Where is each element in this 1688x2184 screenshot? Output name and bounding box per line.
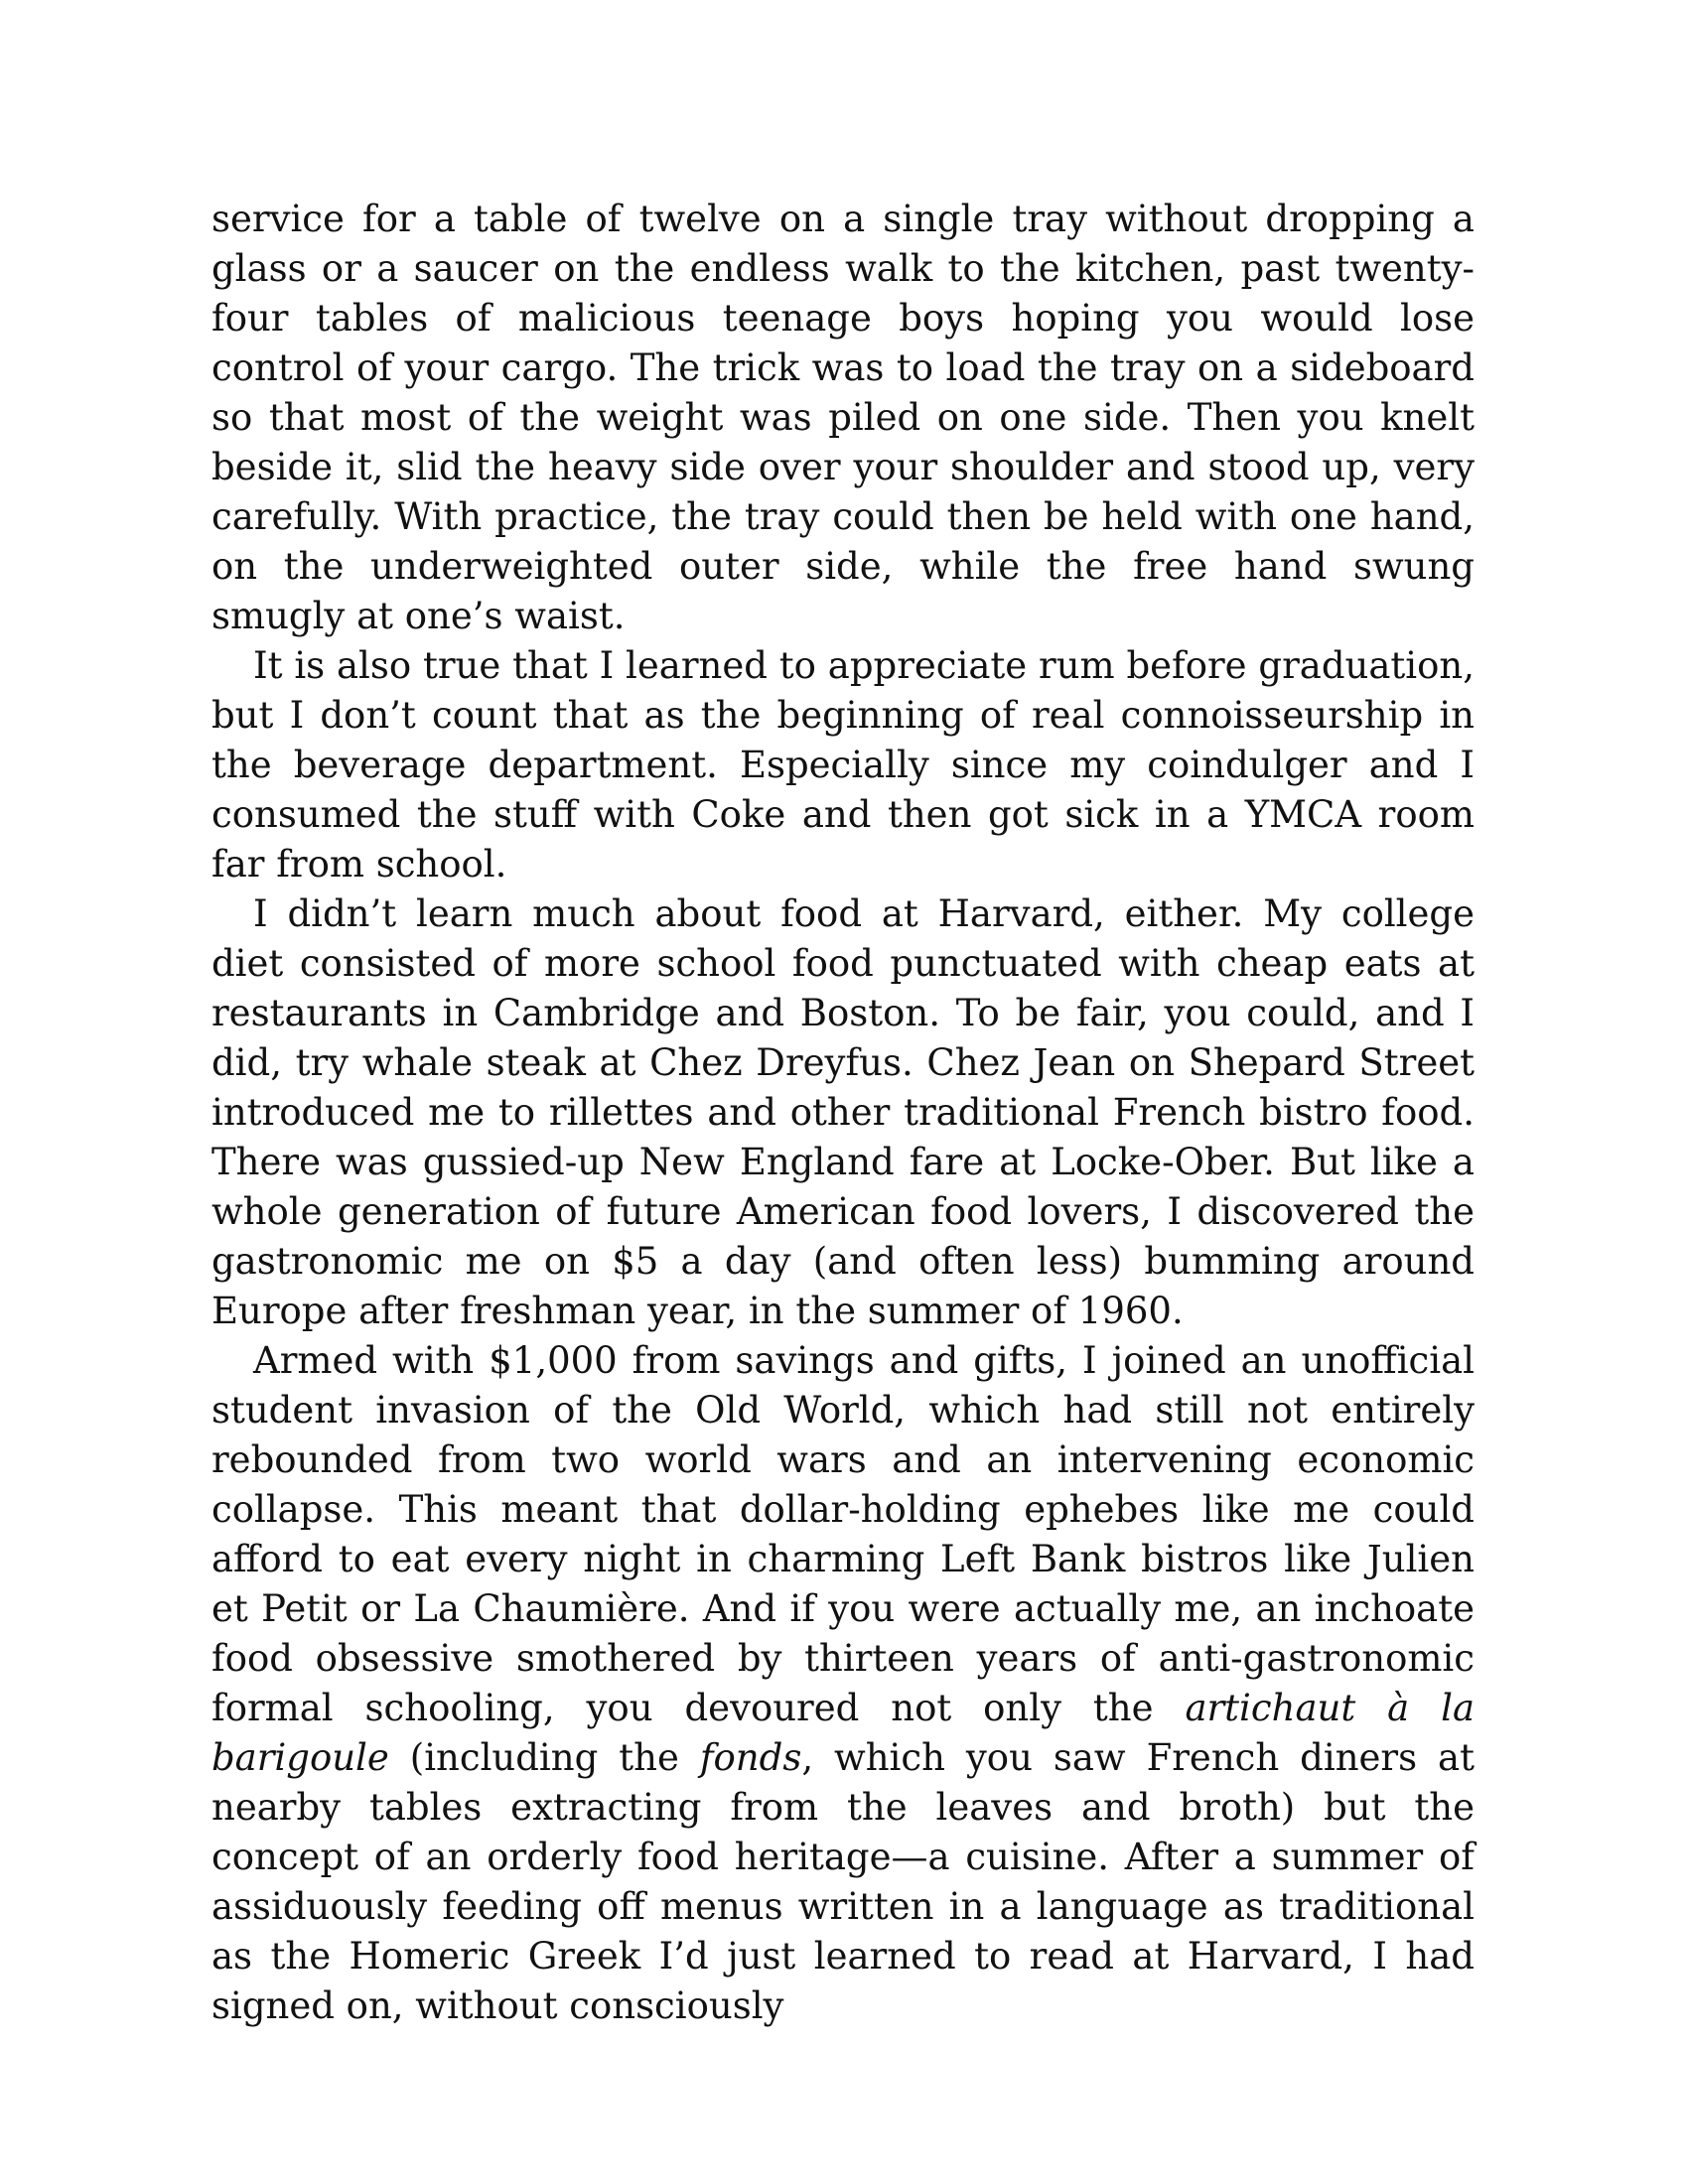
paragraph-europe-text-3: , which you saw French diners at nearby tables extracting from the leaves and broth) but the concept of an orderly food heritage—a cuisine. After a summer of assiduously feeding off menus written in a language as traditional as the Homeric Greek I’d just learned to read at Harvard, I had signed on, without consciously — [211, 1736, 1475, 2027]
italic-dish-name: artichaut à la barigoule — [211, 1687, 1475, 1779]
paragraph-rum: It is also true that I learned to appreciate rum before graduation, but I don’t count that as the beginning of real connoisseurship in the beverage department. Especially since my coindulger and I consumed the stuff with Coke and then got sick in a YMCA room far from school. — [211, 644, 1475, 886]
paragraph-europe-text-1: Armed with $1,000 from savings and gifts, I joined an unofficial student invasion of the Old World, which had still not entirely rebounded from two world wars and an intervening economic collapse. This meant that dollar-holding ephebes like me could afford to eat every night in charming Left Bank bistros like Julien et Petit or La Chaumière. And if you were actually me, an inchoate food obsessive smothered by thirteen years of anti-gastronomic formal schooling, you devoured not only the — [211, 1339, 1475, 1729]
paragraph-europe-text-2: (including the — [388, 1736, 700, 1779]
paragraph-harvard-food: I didn’t learn much about food at Harvard, either. My college diet consisted of more school food punctuated with cheap eats at restaurants in Cambridge and Boston. To be fair, you could, and I did, try whale steak at Chez Dreyfus. Chez Jean on Shepard Street introduced me to rillettes and other traditional French bistro food. There was gussied-up New England fare at Locke-Ober. But like a whole generation of future American food lovers, I discovered the gastronomic me on $5 a day (and often less) bumming around Europe after freshman year, in the summer of 1960. — [211, 892, 1475, 1332]
paragraph-europe — [211, 1336, 1475, 2031]
book-page-body — [211, 195, 1475, 2031]
paragraph-continued: service for a table of twelve on a single tray without dropping a glass or a saucer on the endless walk to the kitchen, past twenty-four tables of malicious teenage boys hoping you would lose control of your cargo. The trick was to load the tray on a sideboard so that most of the weight was piled on one side. Then you knelt beside it, slid the heavy side over your shoulder and stood up, very carefully. With practice, the tray could then be held with one hand, on the underweighted outer side, while the free hand swung smugly at one’s waist. — [211, 198, 1475, 637]
italic-fonds: fonds — [699, 1736, 802, 1779]
